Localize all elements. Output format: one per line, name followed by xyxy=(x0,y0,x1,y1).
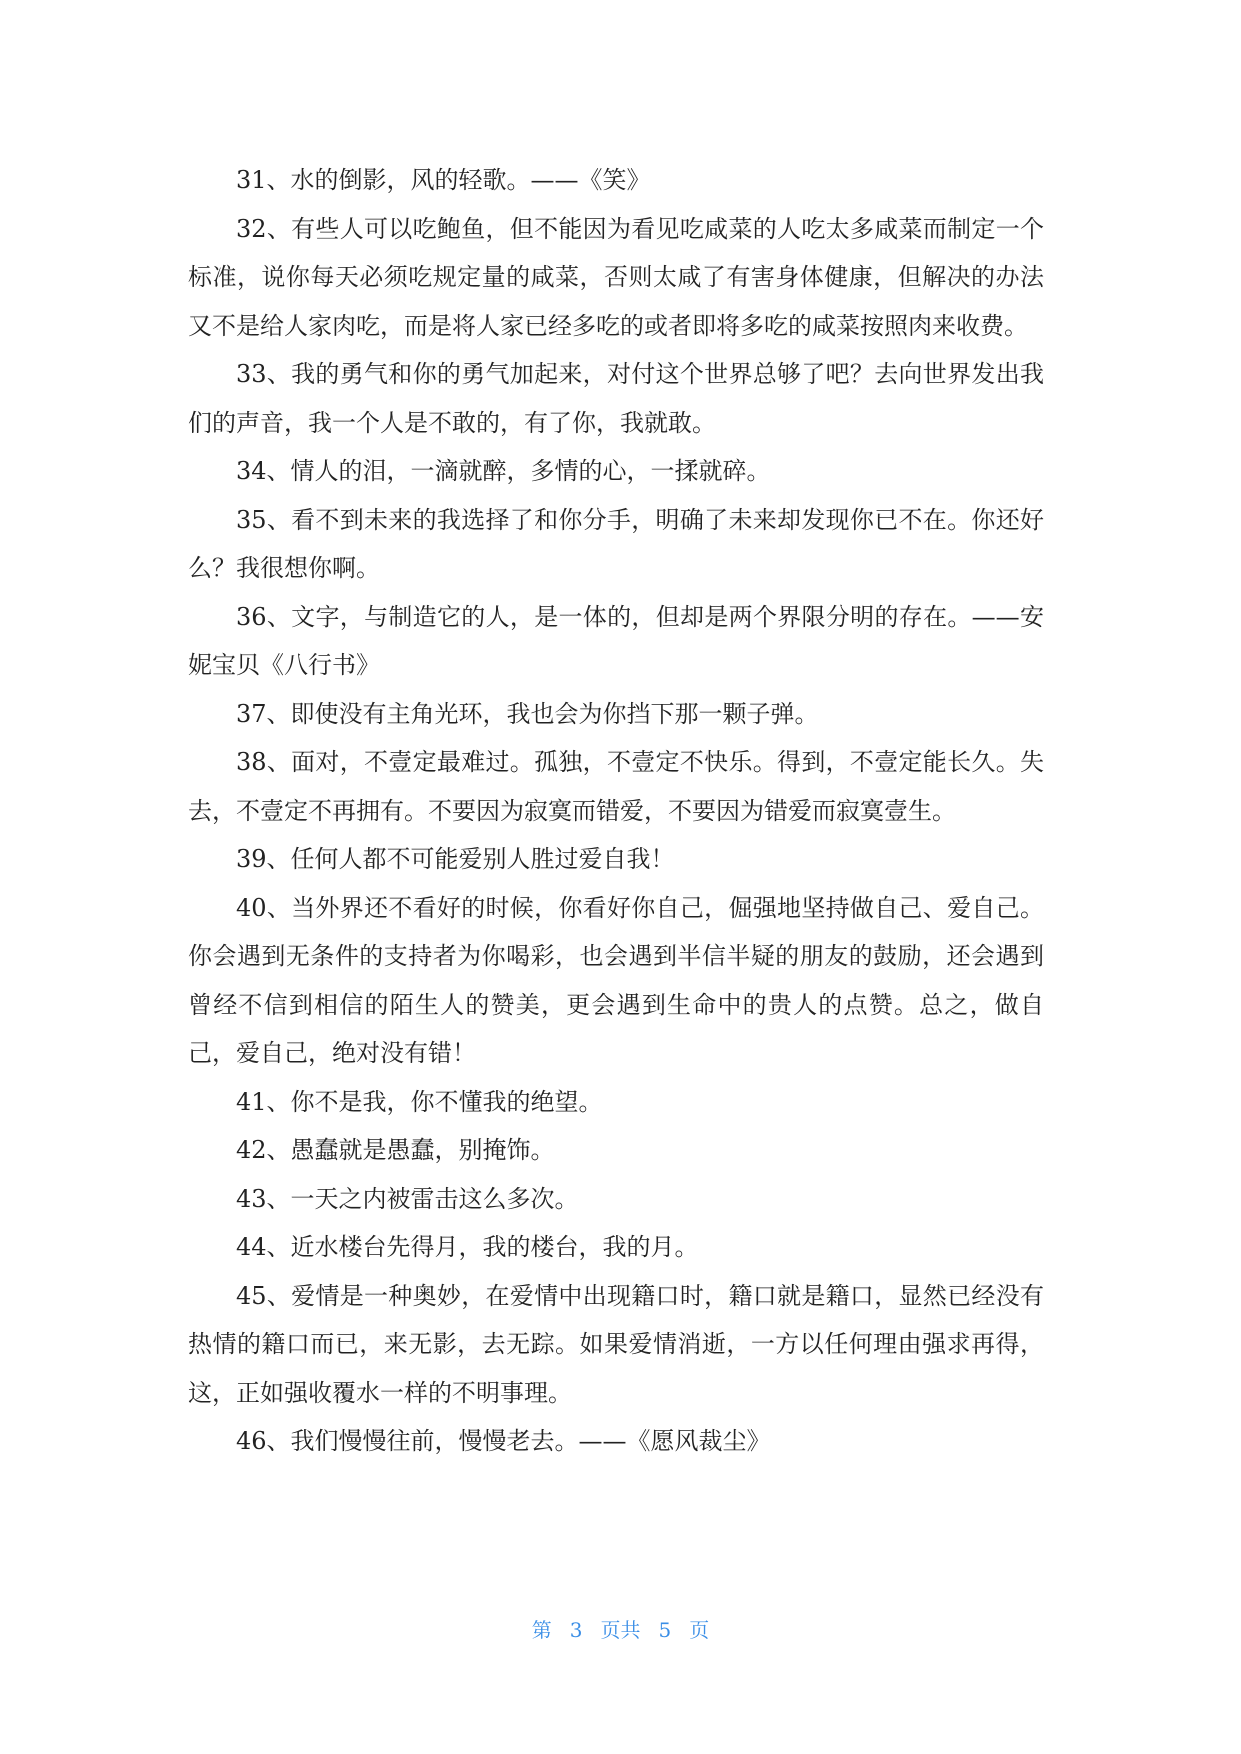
paragraph-34: 34、情人的泪，一滴就醉，多情的心，一揉就碎。 xyxy=(236,457,771,485)
paragraph-32: 32、有些人可以吃鲍鱼，但不能因为看见吃咸菜的人吃太多咸菜而制定一个标准，说你每天必须吃规定量的咸菜，否则太咸了有害身体健康，但解决的办法又不是给人家肉吃，而是将人家已经多吃的或者即将多吃的咸菜按照肉来收费。 xyxy=(188,214,1044,340)
paragraph-37: 37、即使没有主角光环，我也会为你挡下那一颗子弹。 xyxy=(236,699,819,728)
paragraph-31: 31、水的倒影，风的轻歌。——《笑》 xyxy=(236,166,651,194)
paragraph-44: 44、近水楼台先得月，我的楼台，我的月。 xyxy=(236,1233,699,1261)
footer-current-page: 3 xyxy=(569,1618,583,1642)
paragraph-35: 35、看不到未来的我选择了和你分手，明确了未来却发现你已不在。你还好么？我很想你啊。 xyxy=(188,505,1044,582)
paragraph-33: 33、我的勇气和你的勇气加起来，对付这个世界总够了吧？去向世界发出我们的声音，我一个人是不敢的，有了你，我就敢。 xyxy=(188,360,1044,437)
paragraph-42: 42、愚蠢就是愚蠢，别掩饰。 xyxy=(236,1136,555,1164)
paragraph-38: 38、面对，不壹定最难过。孤独，不壹定不快乐。得到，不壹定能长久。失去，不壹定不再拥有。不要因为寂寞而错爱，不要因为错爱而寂寞壹生。 xyxy=(188,748,1044,825)
footer-middle: 页共 xyxy=(600,1618,641,1642)
footer-suffix: 页 xyxy=(689,1618,710,1642)
page-footer xyxy=(0,1614,1241,1643)
paragraph-40: 40、当外界还不看好的时候，你看好你自己，倔强地坚持做自己、爱自己。你会遇到无条件的支持者为你喝彩，也会遇到半信半疑的朋友的鼓励，还会遇到曾经不信到相信的陌生人的赞美，更会遇到生命中的贵人的点赞。总之，做自己，爱自己，绝对没有错！ xyxy=(188,893,1044,1067)
paragraph-39: 39、任何人都不可能爱别人胜过爱自我！ xyxy=(236,845,675,873)
footer-prefix: 第 xyxy=(531,1618,552,1642)
paragraph-43: 43、一天之内被雷击这么多次。 xyxy=(236,1184,579,1213)
document-body xyxy=(188,156,1044,1466)
paragraph-45: 45、爱情是一种奥妙，在爱情中出现籍口时，籍口就是籍口，显然已经没有热情的籍口而已，来无影，去无踪。如果爱情消逝，一方以任何理由强求再得，这，正如强收覆水一样的不明事理。 xyxy=(188,1281,1044,1407)
paragraph-36: 36、文字，与制造它的人，是一体的，但却是两个界限分明的存在。——安妮宝贝《八行书》 xyxy=(188,602,1044,679)
paragraph-41: 41、你不是我，你不懂我的绝望。 xyxy=(236,1087,603,1116)
paragraph-46: 46、我们慢慢往前，慢慢老去。——《愿风裁尘》 xyxy=(236,1427,771,1455)
footer-total-pages: 5 xyxy=(658,1618,672,1642)
